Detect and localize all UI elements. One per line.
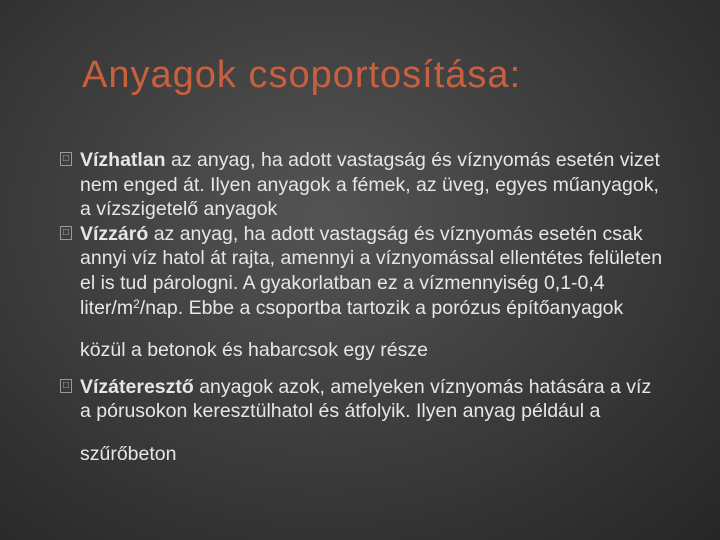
item-text: el is tud párologni. A gyakorlatban ez a vízmennyiség 0,1-0,4 bbox=[80, 271, 605, 294]
item-text: a vízszigetelő anyagok bbox=[80, 198, 278, 221]
item-text: szűrőbeton bbox=[80, 442, 177, 465]
slide-title: Anyagok csoportosítása: bbox=[82, 54, 522, 96]
list-item bbox=[60, 222, 690, 363]
item-text: annyi víz hatol át rajta, amennyi a víznyomással ellentétes felületen bbox=[80, 247, 663, 270]
item-text: anyagok azok, amelyeken víznyomás hatására a víz bbox=[193, 375, 652, 398]
item-text: liter/m bbox=[80, 296, 134, 319]
bullet-icon: □ bbox=[60, 379, 72, 393]
item-text: a pórusokon keresztülhatol és átfolyik. Ilyen anyag például a bbox=[80, 400, 601, 423]
item-text: nem enged át. Ilyen anyagok a fémek, az üveg, egyes műanyagok, bbox=[80, 173, 659, 196]
superscript: 2 bbox=[133, 296, 140, 311]
term-vizhatlan: Vízhatlan bbox=[80, 149, 166, 171]
term-vizzaro: Vízzáró bbox=[80, 222, 149, 245]
item-text: /nap. Ebbe a csoportba tartozik a porózus építőanyagok bbox=[139, 296, 624, 319]
item-text: az anyag, ha adott vastagság és víznyomás esetén vizet bbox=[165, 149, 660, 171]
item-text: az anyag, ha adott vastagság és víznyomás esetén csak bbox=[148, 222, 643, 245]
bullet-icon: □ bbox=[60, 152, 72, 166]
bullet-icon: □ bbox=[60, 226, 72, 240]
list-item bbox=[60, 375, 690, 467]
list-item bbox=[60, 148, 690, 222]
bullet-list bbox=[60, 148, 690, 467]
item-text: közül a betonok és habarcsok egy része bbox=[80, 339, 428, 362]
term-vizatereszto: Vízáteresztő bbox=[80, 375, 194, 398]
